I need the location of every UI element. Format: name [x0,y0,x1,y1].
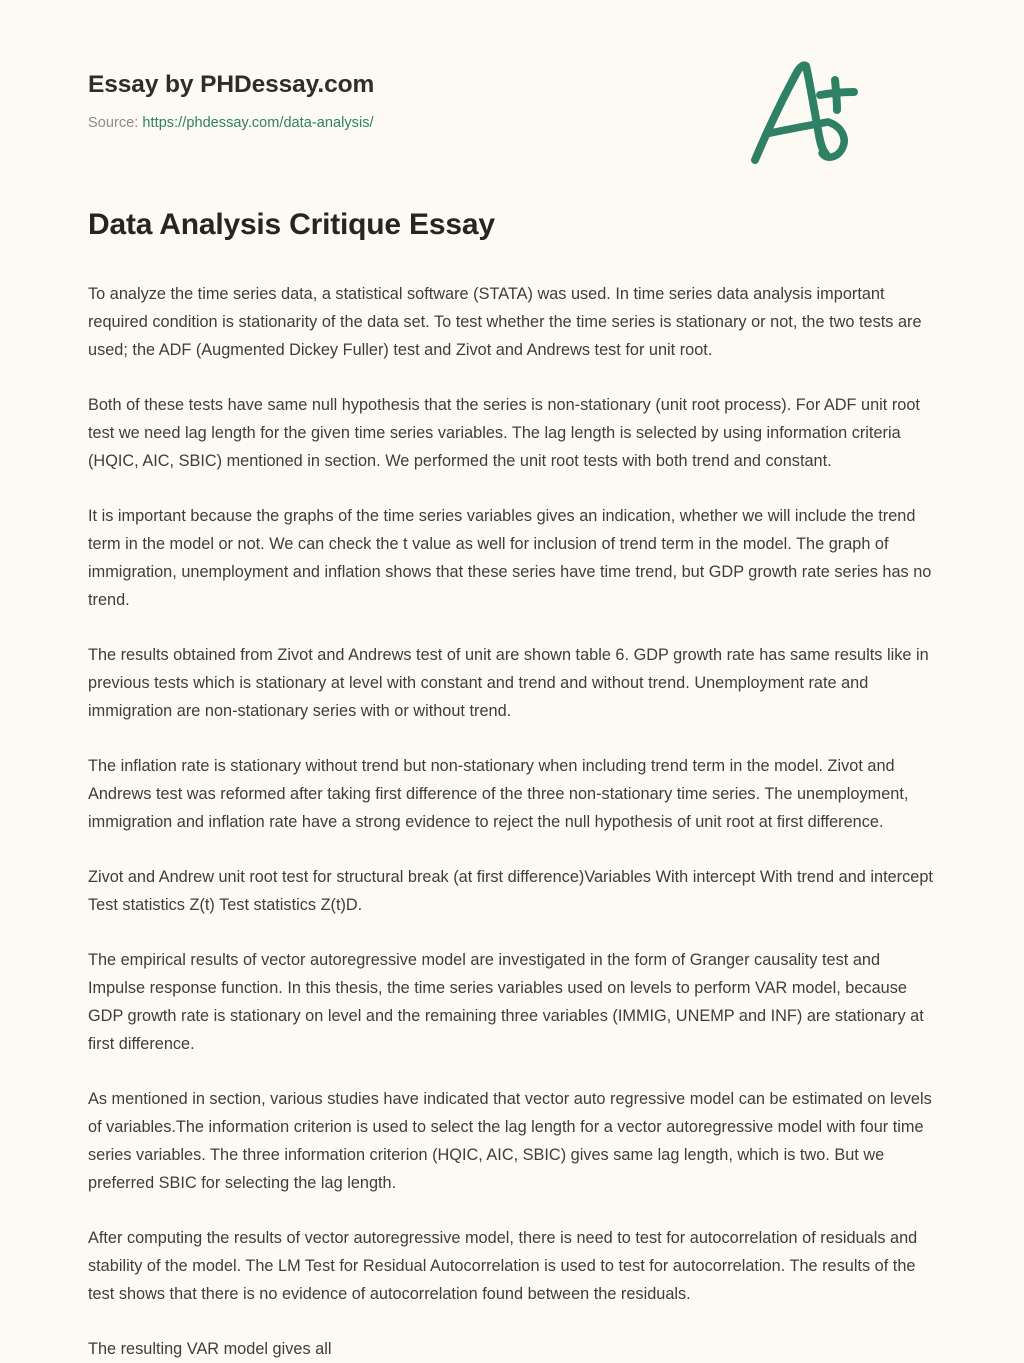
paragraph: The results obtained from Zivot and Andrews test of unit are shown table 6. GDP growth rate has same results like in previous tests which is stationary at level with constant and trend and without trend. Unemployment rate and immigration are non-stationary series with or without trend. [88,645,929,720]
article [88,150,936,1363]
paragraph: The resulting VAR model gives all [88,1339,332,1358]
source-url-link[interactable]: https://phdessay.com/data-analysis/ [142,114,374,131]
article-body [88,280,936,1363]
brand-title: Essay by PHDessay.com [88,71,375,98]
paragraph: Both of these tests have same null hypothesis that the series is non-stationary (unit root process). For ADF unit root test we need lag length for the given time series variables. The lag length is selected by using information criteria (HQIC, AIC, SBIC) mentioned in section. We performed the unit root tests with both trend and constant. [88,395,920,470]
paragraph: After computing the results of vector autoregressive model, there is need to test for autocorrelation of residuals and stability of the model. The LM Test for Residual Autocorrelation is used to test for autocorrelation. The results of the test shows that there is no evidence of autocorrelation found between the residuals. [88,1228,918,1303]
paragraph: To analyze the time series data, a statistical software (STATA) was used. In time series data analysis important required condition is stationarity of the data set. To test whether the time series is stationary or not, the two tests are used; the ADF (Augmented Dickey Fuller) test and Zivot and Andrews test for unit root. [88,284,922,359]
site-header [88,0,936,150]
paragraph: Zivot and Andrew unit root test for structural break (at first difference)Variables With intercept With trend and intercept Test statistics Z(t) Test statistics Z(t)D. [88,867,933,914]
page-title: Data Analysis Critique Essay [88,208,495,241]
paragraph: It is important because the graphs of the time series variables gives an indication, whether we will include the trend term in the model or not. We can check the t value as well for inclusion of trend term in the model. The graph of immigration, unemployment and inflation shows that these series have time trend, but GDP growth rate series has no trend. [88,506,932,609]
paragraph: The empirical results of vector autoregressive model are investigated in the form of Granger causality test and Impulse response function. In this thesis, the time series variables used on levels to perform VAR model, because GDP growth rate is stationary on level and the remaining three variables (IMMIG, UNEMP and INF) are stationary at first difference. [88,950,924,1053]
paragraph: As mentioned in section, various studies have indicated that vector auto regressive model can be estimated on levels of variables.The information criterion is used to select the lag length for a vector autoregressive model with four time series variables. The three information criterion (HQIC, AIC, SBIC) gives same lag length, which is two. But we preferred SBIC for selecting the lag length. [88,1089,932,1192]
paragraph: The inflation rate is stationary without trend but non-stationary when including trend term in the model. Zivot and Andrews test was reformed after taking first difference of the three non-stationary time series. The unemployment, immigration and inflation rate have a strong evidence to reject the null hypothesis of unit root at first difference. [88,756,909,831]
source-label: Source: [88,114,139,131]
a-plus-logo-icon [742,56,862,168]
